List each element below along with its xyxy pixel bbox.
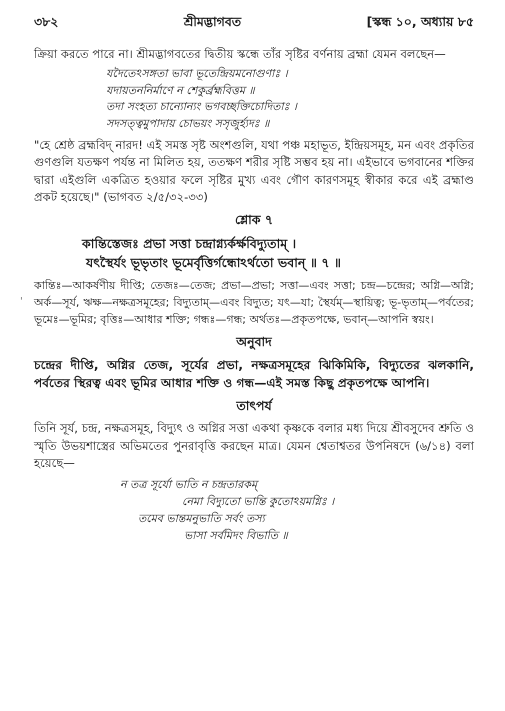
verse-line: ন তত্র সূর্যো ভাতি ন চন্দ্রতারকম্‌ [120,478,258,492]
upanishad-verse [34,476,474,544]
verse-line: নেমা বিদ্যুতো ভান্তি কুতোঽয়মগ্নিঃ । [182,495,335,509]
translation-heading: অনুবাদ [236,334,272,350]
section-label: [স্কন্ধ ১০, অধ্যায় ৮৫ [366,14,474,29]
quote-translation: "হে শ্রেষ্ঠ ব্রহ্মবিদ্‌ নারদ! এই সমস্ত সৃষ্ট অংশগুলি, যথা পঞ্চ মহাভূত, ইন্দ্রিয়সমূহ, মন এবং প্রকৃতির গুণগুলি যতক্ষণ পর্যন্ত না মিলিত হয়, ততক্ষণ শরীর সৃষ্টি সম্ভব হয় না। এইভাবে ভগবানের শক্তির দ্বারা এইগুলি একত্রিত হওয়ার ফলে সৃষ্টির মুখ্য এবং গৌণ কারণসমূহ স্বীকার করে এই ব্রহ্মাণ্ড প্রকট হয়েছে।" (ভাগবত ২/৫/৩২-৩৩) [34,138,474,204]
book-title: শ্রীমদ্ভাগবত [183,14,242,29]
verse-line: যদৈতেঽসঙ্গতা ভাবা ভূতেন্দ্রিয়মনোগুণাঃ । [106,67,288,81]
verse-line: তমেব ভান্তমনুভাতি সর্বং তস্য [138,512,265,526]
page-header [34,14,474,34]
translation-paragraph: চন্দ্রের দীপ্তি, অগ্নির তেজ, সূর্যের প্রভা, নক্ষত্রসমূহের ঝিকিমিকি, বিদ্যুতের ঝলকানি, পর্বতের স্থিরত্ব এবং ভূমির আধার শক্তি ও গন্ধ—এই সমস্ত কিছু প্রকৃতপক্ষে আপনি। [34,358,474,391]
verse-line: যদায়তননির্মাণে ন শেকুর্ব্রহ্মবিত্তম ॥ [106,83,255,97]
sloka-line: যৎস্থৈর্যং ভূভৃতাং ভূমের্বৃত্তির্গন্ধোঽর্থতো ভবান্‌ ॥ ৭ ॥ [86,255,342,271]
page-number: ৩৮২ [34,14,59,29]
verse-line: তদা সংহত্য চান্যোন্যং ভগবচ্ছক্তিচোদিতাঃ । [106,100,297,114]
purport-heading: তাৎপর্য [236,398,272,414]
sloka-line: কান্তিস্তেজঃ প্রভা সত্তা চন্দ্রাগ্ন্যর্কর্ক্ষবিদ্যুতাম্‌ । [82,236,297,252]
margin-mark: ' [20,296,23,307]
verse-heading: শ্লোক ৭ [234,212,274,228]
intro-paragraph: ক্রিয়া করতে পারে না। শ্রীমদ্ভাগবতের দ্বিতীয় স্কন্ধে তাঁর সৃষ্টির বর্ণনায় ব্রহ্মা যেমন বলছেন— [34,47,446,61]
synonyms-paragraph: কান্তিঃ—আকর্ষণীয় দীপ্তি; তেজঃ—তেজ; প্রভা—প্রভা; সত্তা—এবং সত্তা; চন্দ্র—চন্দ্রের; অগ্নি—অগ্নি; অর্ক—সূর্য, ঋক্ষ—নক্ষত্রসমূহের; বিদ্যুতাম্‌—এবং বিদ্যুত; যৎ—যা; স্থৈর্যম্‌—স্থায়িত্ব; ভূ-ভৃতাম্‌—পর্বতের; ভূমেঃ—ভূমির; বৃত্তিঃ—আধার শক্তি; গন্ধঃ—গন্ধ; অর্থতঃ—প্রকৃতপক্ষে, ভবান্‌—আপনি স্বয়ং। [34,279,474,326]
verse-line: সদসত্ত্বমুপাদায় চোভয়ং সসৃজুর্হ্যদঃ ॥ [106,116,270,130]
sloka-text [34,234,474,272]
book-page [34,14,474,544]
quoted-verse [106,66,474,132]
purport-paragraph: তিনি সূর্য, চন্দ্র, নক্ষত্রসমূহ, বিদ্যুৎ ও অগ্নির সত্তা একথা কৃষ্ণকে বলার মধ্য দিয়ে শ্রীবসুদেব শ্রুতি ও স্মৃতি উভয়শাস্ত্রের অভিমতের পুনরাবৃত্তি করছেন মাত্র। যেমন শ্বেতাশ্বতর উপনিষদে (৬/১৪) বলা হয়েছে— [34,421,474,470]
verse-line: ভাসা সর্বমিদং বিভাতি ॥ [184,529,288,543]
